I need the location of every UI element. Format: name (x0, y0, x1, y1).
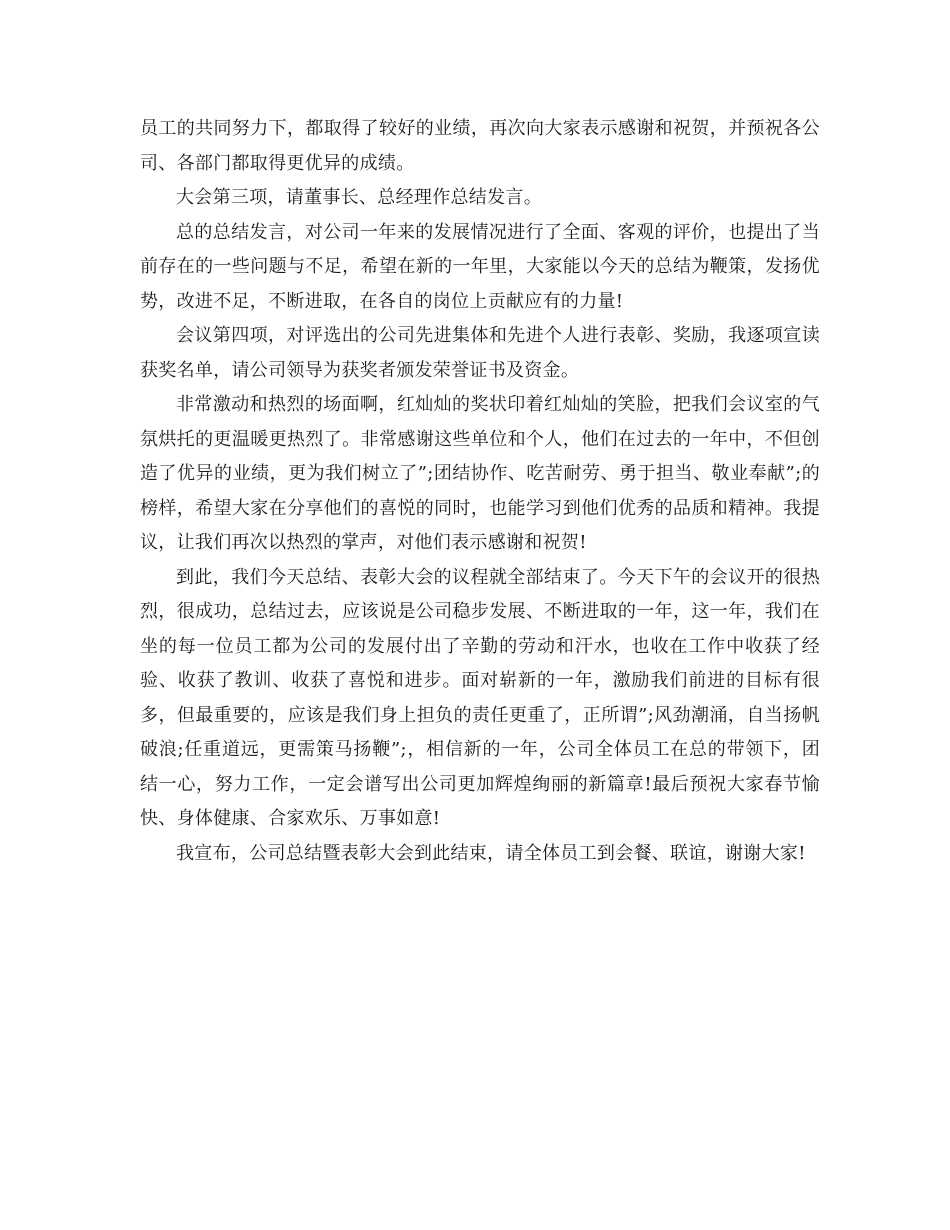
paragraph-announcement: 我宣布，公司总结暨表彰大会到此结束，请全体员工到会餐、联谊，谢谢大家! (176, 842, 806, 864)
paragraph-closing-remarks: 到此，我们今天总结、表彰大会的议程就全部结束了。今天下午的会议开的很热烈，很成功，总结过去，应该说是公司稳步发展、不断进取的一年，这一年，我们在坐的每一位员工都为公司的发展付出了辛勤的劳动和汗水，也收在工作中收获了经验、收获了教训、收获了喜悦和进步。面对崭新的一年，激励我们前进的目标有很多，但最重要的，应该是我们身上担负的责任更重了，正所谓”;风劲潮涌，自当扬帆破浪;任重道远，更需策马扬鞭”;，相信新的一年，公司全体员工在总的带领下，团结一心，努力工作，一定会谱写出公司更加辉煌绚丽的新篇章!最后预祝大家春节愉快、身体健康、合家欢乐、万事如意! (140, 566, 820, 829)
paragraph-item-three: 大会第三项，请董事长、总经理作总结发言。 (176, 187, 542, 208)
document-body (140, 112, 820, 871)
paragraph-summary-speech: 总的总结发言，对公司一年来的发展情况进行了全面、客观的评价，也提出了当前存在的一些问题与不足，希望在新的一年里，大家能以今天的总结为鞭策，发扬优势，改进不足，不断进取，在各自的岗位上贡献应有的力量! (140, 221, 820, 312)
paragraph-item-four: 会议第四项，对评选出的公司先进集体和先进个人进行表彰、奖励，我逐项宣读获奖名单，请公司领导为获奖者颁发荣誉证书及资金。 (140, 325, 820, 381)
paragraph-award-scene: 非常激动和热烈的场面啊，红灿灿的奖状印着红灿灿的笑脸，把我们会议室的气氛烘托的更温暖更热烈了。非常感谢这些单位和个人，他们在过去的一年中，不但创造了优异的业绩，更为我们树立了”;团结协作、吃苦耐劳、勇于担当、敬业奉献”;的榜样，希望大家在分享他们的喜悦的同时，也能学习到他们优秀的品质和精神。我提议，让我们再次以热烈的掌声，对他们表示感谢和祝贺! (140, 394, 820, 553)
paragraph-continuation: 员工的共同努力下，都取得了较好的业绩，再次向大家表示感谢和祝贺，并预祝各公司、各部门都取得更优异的成绩。 (140, 118, 820, 174)
